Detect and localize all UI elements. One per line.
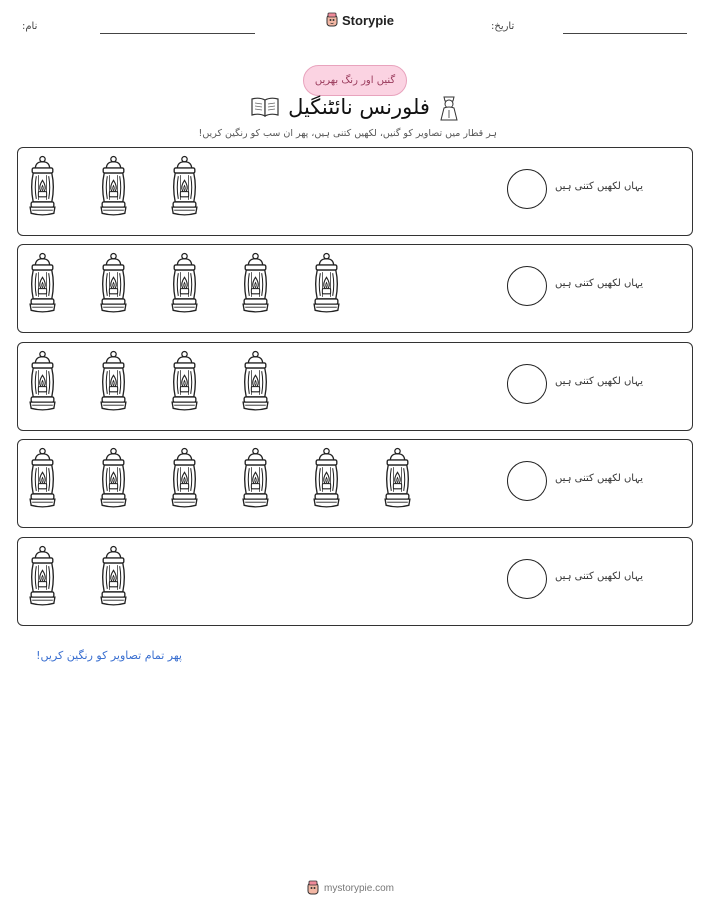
- count-row: [17, 147, 693, 236]
- answer-circle[interactable]: [507, 169, 547, 209]
- count-row: [17, 439, 693, 528]
- lantern-icon: [97, 545, 130, 608]
- write-count-label: یہاں لکھیں کتنی ہیں: [555, 571, 643, 582]
- storypie-mascot-icon: [306, 880, 320, 896]
- lantern-icon: [310, 252, 343, 315]
- write-count-label: یہاں لکھیں کتنی ہیں: [555, 278, 643, 289]
- title-row: [235, 92, 475, 122]
- lantern-icon: [239, 350, 272, 413]
- lantern-icon: [26, 350, 59, 413]
- lantern-icon: [168, 155, 201, 218]
- brand-logo: [325, 12, 394, 28]
- lantern-icon: [239, 447, 272, 510]
- date-field[interactable]: [563, 33, 687, 34]
- lantern-icon: [168, 252, 201, 315]
- write-count-label: یہاں لکھیں کتنی ہیں: [555, 376, 643, 387]
- name-field[interactable]: [100, 33, 255, 34]
- write-count-label: یہاں لکھیں کتنی ہیں: [555, 181, 643, 192]
- lantern-icon: [26, 252, 59, 315]
- instructions: ہر قطار میں تصاویر کو گنیں، لکھیں کتنی ہیں، پھر ان سب کو رنگین کریں!: [198, 128, 497, 139]
- lantern-icon: [381, 447, 414, 510]
- picture-area: [26, 545, 446, 611]
- page-title: فلورنس نائٹنگیل: [288, 95, 430, 119]
- footer-instruction: پھر تمام تصاویر کو رنگین کریں!: [36, 649, 182, 662]
- storypie-mascot-icon: [325, 12, 339, 28]
- brand-name: Storypie: [342, 12, 395, 28]
- picture-area: [26, 447, 446, 513]
- count-row: [17, 342, 693, 431]
- picture-area: [26, 155, 446, 221]
- write-count-label: یہاں لکھیں کتنی ہیں: [555, 473, 643, 484]
- answer-circle[interactable]: [507, 364, 547, 404]
- lantern-icon: [26, 447, 59, 510]
- lantern-icon: [26, 155, 59, 218]
- count-row: [17, 244, 693, 333]
- date-label: تاریخ:: [491, 21, 515, 32]
- footer-url: mystorypie.com: [324, 882, 395, 894]
- book-icon: [250, 96, 280, 118]
- answer-circle[interactable]: [507, 559, 547, 599]
- answer-circle[interactable]: [507, 461, 547, 501]
- lantern-icon: [26, 545, 59, 608]
- count-row: [17, 537, 693, 626]
- nurse-icon: [438, 93, 460, 121]
- lantern-icon: [97, 252, 130, 315]
- answer-circle[interactable]: [507, 266, 547, 306]
- lantern-icon: [97, 155, 130, 218]
- lantern-icon: [168, 447, 201, 510]
- lantern-icon: [97, 350, 130, 413]
- lantern-icon: [239, 252, 272, 315]
- lantern-icon: [168, 350, 201, 413]
- picture-area: [26, 350, 446, 416]
- picture-area: [26, 252, 446, 318]
- activity-badge: گنیں اور رنگ بھریں: [303, 65, 407, 96]
- lantern-icon: [97, 447, 130, 510]
- footer-link[interactable]: [306, 880, 394, 896]
- name-label: نام:: [22, 21, 38, 32]
- lantern-icon: [310, 447, 343, 510]
